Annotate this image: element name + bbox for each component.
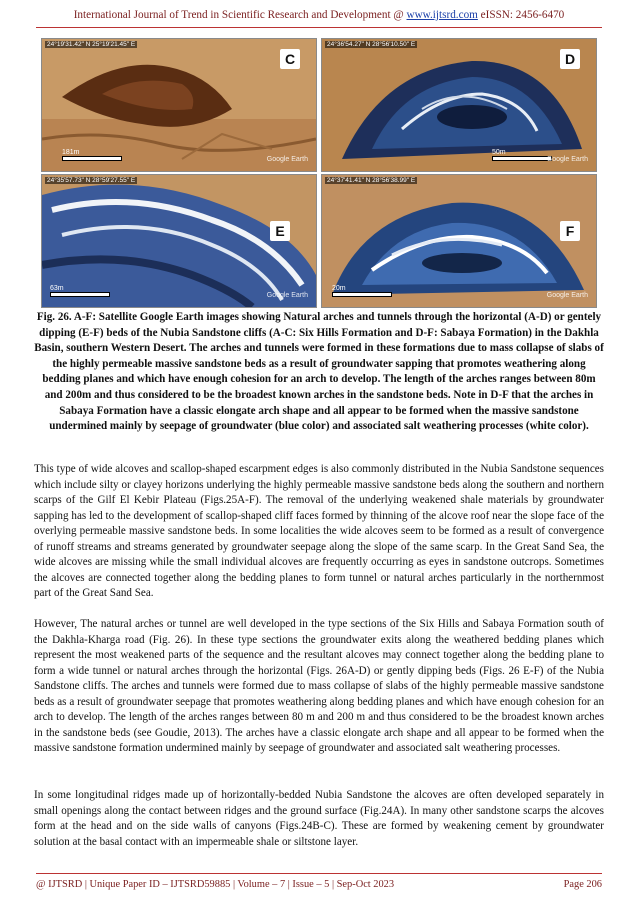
panel-e-coordinates: 24°35'57.73" N 28°59'27.55" E — [47, 177, 136, 184]
panel-c-watermark: Google Earth — [266, 156, 308, 163]
body-paragraph: In some longitudinal ridges made up of horizontally-bedded Nubia Sandstone the alcoves are often developed separately in small openings along the contact between ridges and the ground surface (Fig.24A). In many other sandstone scarps the alcoves form at the head and on the side walls of canyons (Figs.24B-C). These are formed by weakening cement by groundwater solution at the basal contact with an impermeable shale or siltstone layer. — [34, 789, 604, 848]
satellite-panel-e — [41, 174, 317, 308]
satellite-panel-f — [321, 174, 597, 308]
satellite-image-d — [322, 39, 596, 171]
journal-url-link[interactable]: www.ijtsrd.com — [406, 9, 478, 21]
panel-c-scale — [62, 149, 122, 161]
panel-e-letter: E — [270, 221, 290, 241]
satellite-panel-c — [41, 38, 317, 172]
body-paragraph: This type of wide alcoves and scallop-shaped escarpment edges is also commonly distributed in the Nubia Sandstone sequences which include silty or clayey horizons underlying the highly permeable massive sandstone beds along the southern and northern scarps of the Gilf El Kebir Plateau (Figs.25A-F). The removal of the underlying weakened shale materials by groundwater sapping has led to the development of scallop-shaped cliff faces formed by thinning of the alcove roof near the slope face of the overlying permeable massive sandstone beds. In some localities the wide alcoves seem to be formed as a result of convergence of runoff streams and streams generated by groundwater seepage along the slope of the same scarp. In the Great Sand Sea, the wide alcoves are missing while the small individual alcoves are frequently occurring as eyes in sandstone outcrops. Sometimes the alcoves are connected together along the bedding planes to form tunnel or natural arches particularly in the northernmost part of the Great Sand Sea. — [34, 463, 604, 599]
panel-c-scale-label: 181m — [62, 149, 80, 156]
journal-name: International Journal of Trend in Scientific Research and Development @ — [73, 9, 407, 21]
panel-d-letter: D — [560, 49, 580, 69]
issn: eISSN: 2456-6470 — [477, 9, 565, 21]
figure-caption: Fig. 26. A-F: Satellite Google Earth images showing Natural arches and tunnels through the horizontal (A-D) or gentely dipping (E-F) beds of the Nubia Sandstone cliffs (A-C: Six Hills Formation and D-F: Sabaya Formation) in the Dakhla Basin, southern Western Desert. The arches and tunnels were formed in these formations due to mass collapse of slabs of the highly permeable massive sandstone beds as a result of groundwater sapping that promotes weathering along bedding planes and which have enough cohesion for an arch to develop. The length of the arches ranges between 80m and 200m and thus considered to be the broadest known arches in the sandstone beds. Note in D-F that the arches in Sabaya Formation have a classic elongate arch shape and all appear to be formed when the massive sandstone undermined mainly by seepage of groundwater (blue color) and associated salt weathering processes (white color). — [34, 311, 604, 433]
satellite-panel-d — [321, 38, 597, 172]
panel-c-letter: C — [280, 49, 300, 69]
panel-d-watermark: Google Earth — [546, 156, 588, 163]
header-divider — [36, 27, 602, 28]
panel-f-coordinates: 24°37'41.41" N 28°56'38.99" E — [327, 177, 416, 184]
scale-bar — [50, 292, 110, 297]
panel-c-coordinates: 24°19'31.42" N 25°19'21.45" E — [47, 41, 136, 48]
scale-bar — [332, 292, 392, 297]
panel-f-scale-label: 20m — [332, 285, 346, 292]
panel-f-scale — [332, 285, 392, 297]
panel-f-letter: F — [560, 221, 580, 241]
journal-header — [0, 9, 638, 21]
panel-d-coordinates: 24°36'54.27" N 28°56'10.50" E — [327, 41, 416, 48]
panel-e-scale-label: 63m — [50, 285, 64, 292]
scale-bar — [492, 156, 552, 161]
panel-e-watermark: Google Earth — [266, 292, 308, 299]
figure-26 — [41, 38, 597, 308]
panel-e-scale — [50, 285, 110, 297]
panel-f-watermark: Google Earth — [546, 292, 588, 299]
panel-d-scale-label: 50m — [492, 149, 506, 156]
page-number: Page 206 — [563, 879, 602, 890]
body-paragraph: However, The natural arches or tunnel are well developed in the type sections of the Six Hills and Sabaya Formation south of the Dakhla-Kharga road (Fig. 26). In these type sections the groundwater exits along the weathered bedding planes which represent the most weakened parts of the sequence and the resultant alcoves may connect together along the bedding plane to form a wide tunnel or natural arches through the horizontal (Figs. 26A-D) or gently dipping beds (Figs. 26 E-F) of the Nubia Sandstone cliffs. The arches and tunnels were formed due to mass collapse of slabs of the highly permeable massive sandstone beds as a result of groundwater seepage that promotes weathering along bedding planes and which have enough cohesion for an arch to develop. The length of the arches ranges between 80 m and 200 m and thus considered to be the broadest known arches in the sandstone beds (see Goudie, 2013). The arches have a classic elongate arch shape and all appear to be formed when the massive sandstone formation undermined mainly by seepage of groundwater and associated salt weathering processes. — [34, 618, 604, 754]
panel-d-scale — [492, 149, 552, 161]
footer-citation: @ IJTSRD | Unique Paper ID – IJTSRD59885 | Volume – 7 | Issue – 5 | Sep-Oct 2023 — [36, 879, 395, 890]
scale-bar — [62, 156, 122, 161]
footer-divider — [36, 873, 602, 874]
